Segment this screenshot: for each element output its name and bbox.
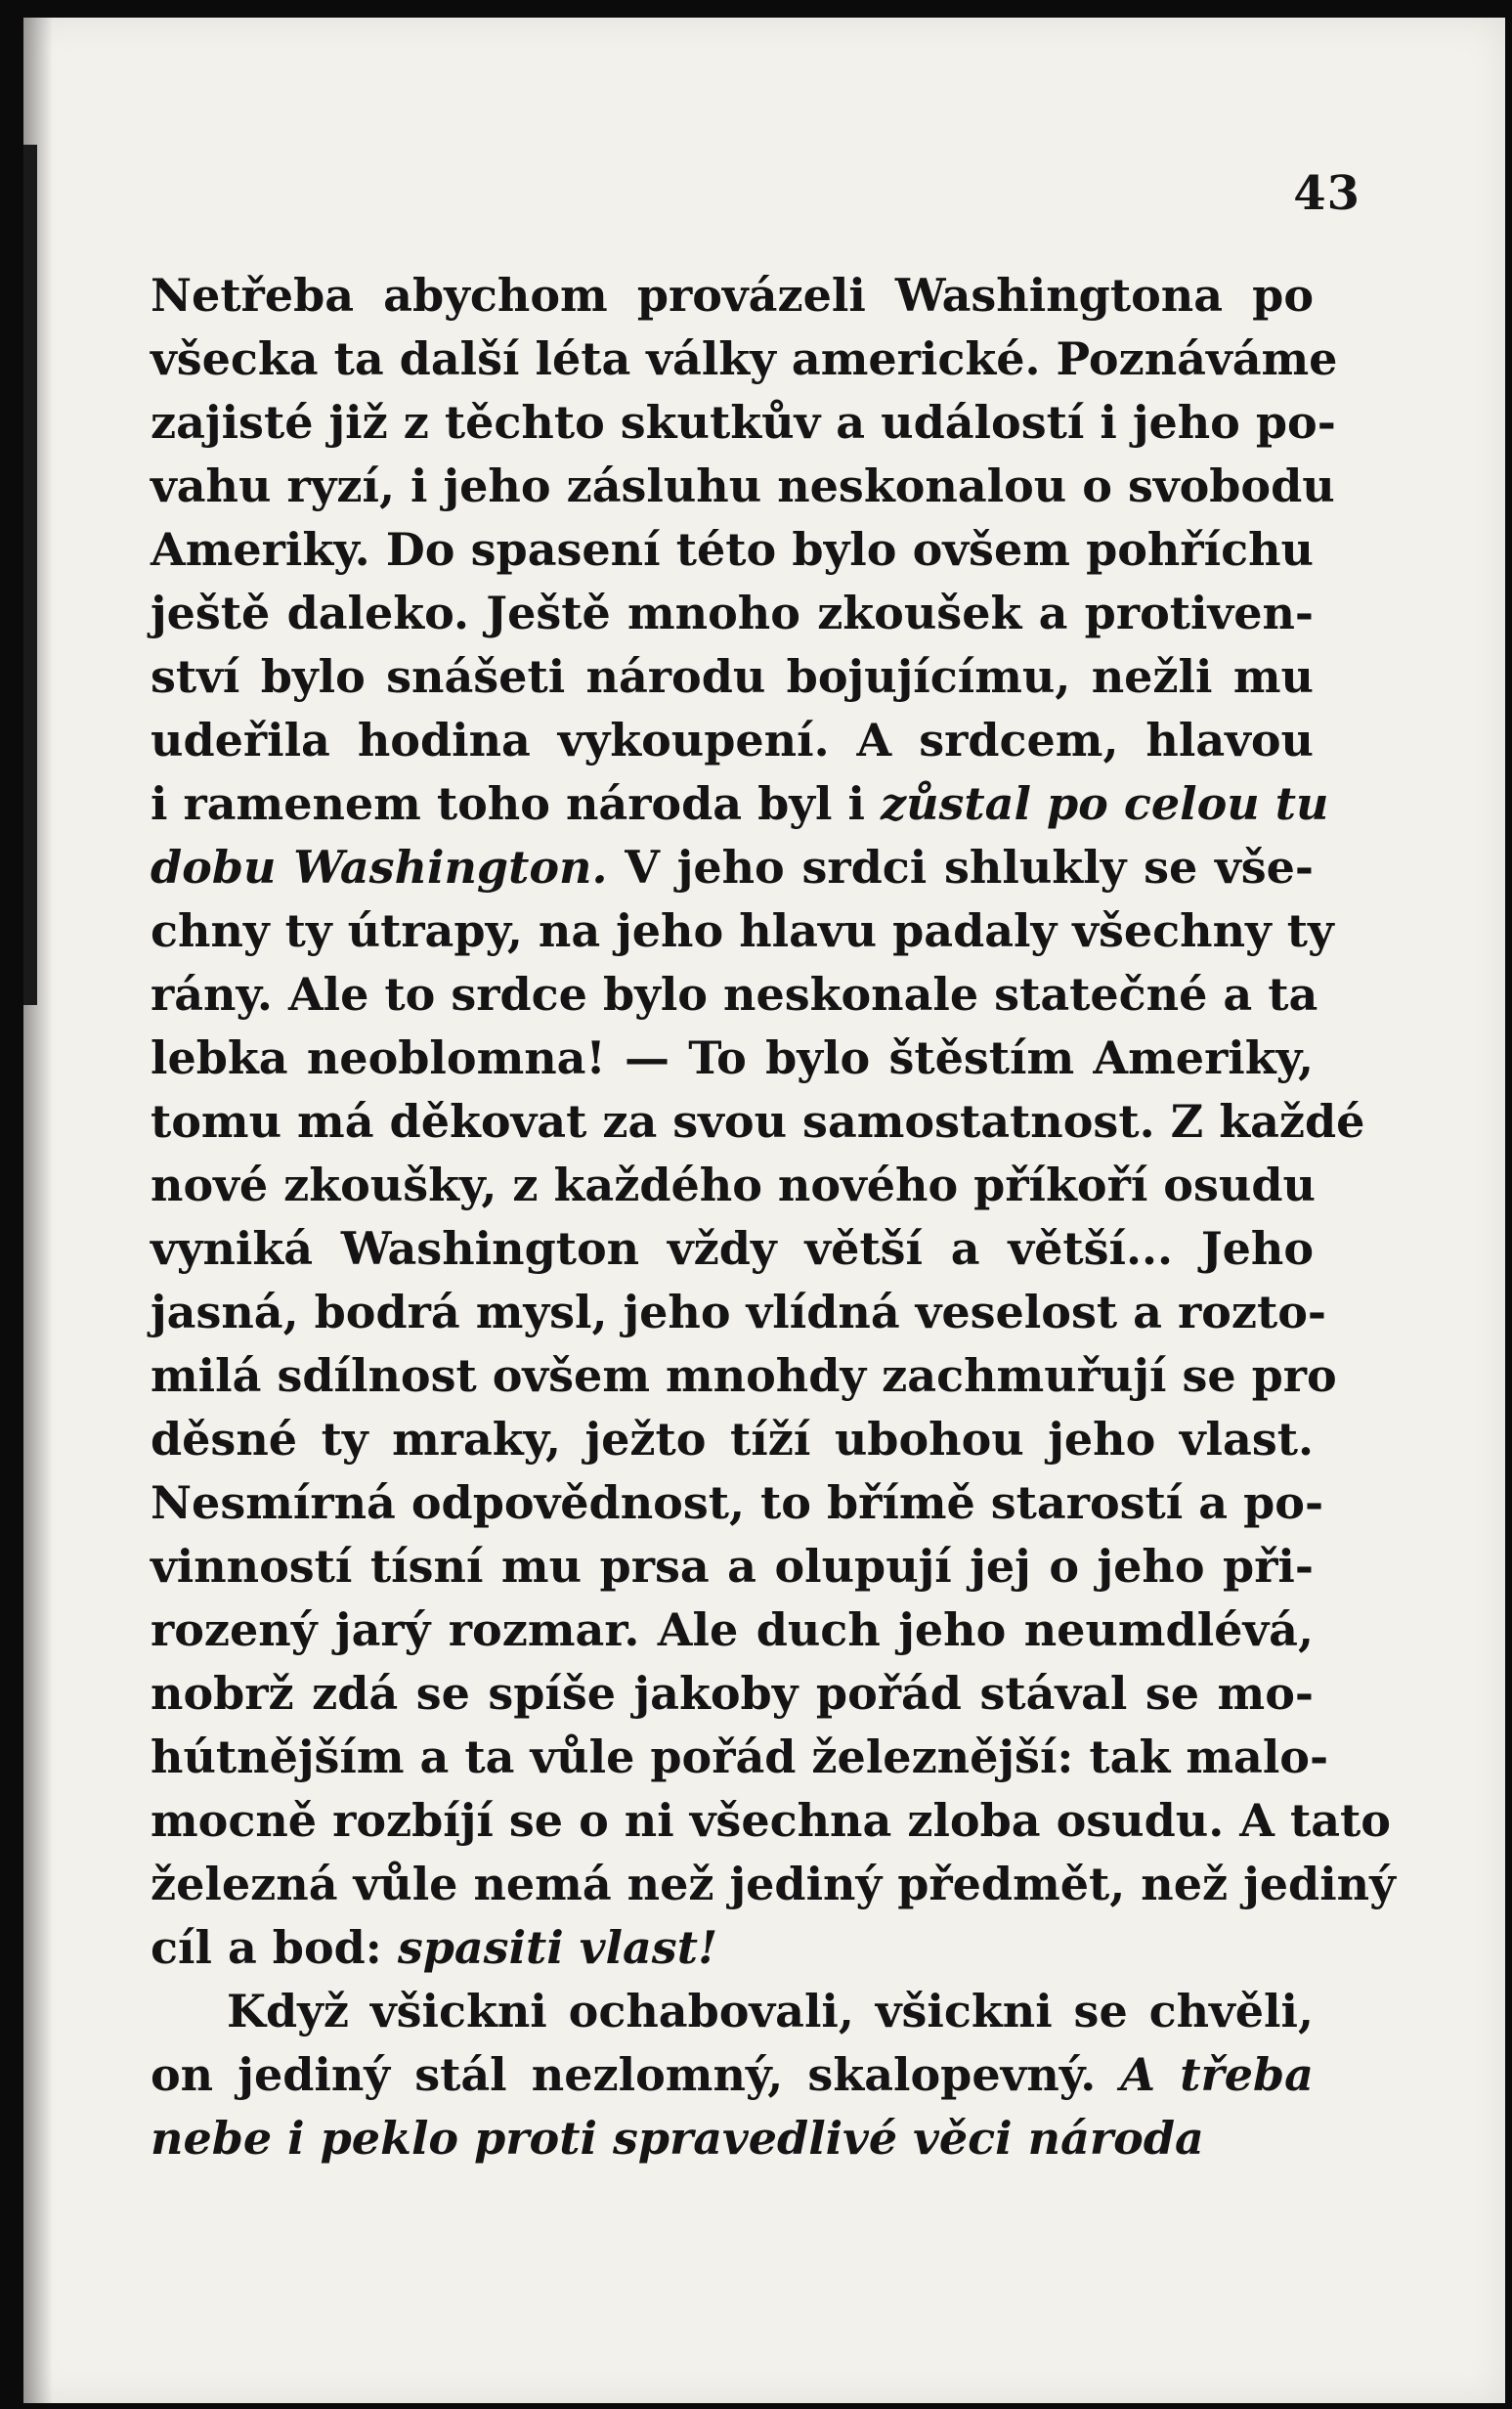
text-line <box>151 1853 1396 1916</box>
text-segment: mocně rozbíjí se o ni všechna zloba osudu. A tato <box>151 1794 1391 1847</box>
text-segment: rány. Ale to srdce bylo neskonale statečné a ta <box>151 968 1318 1021</box>
text-line <box>151 1471 1324 1535</box>
text-line <box>151 899 1334 963</box>
text-line <box>151 1344 1337 1408</box>
text-line <box>151 1217 1314 1281</box>
text-line <box>151 772 1329 836</box>
italic-text: zůstal po celou tu <box>880 777 1329 830</box>
text-segment: jasná, bodrá mysl, jeho vlídná veselost a rozto- <box>151 1286 1327 1338</box>
text-line <box>151 518 1314 582</box>
text-segment: Nesmírná odpovědnost, to břímě starostí a po- <box>151 1476 1324 1529</box>
text-segment: zajisté již z těchto skutkův a událostí i jeho po- <box>151 396 1336 449</box>
text-line <box>151 1789 1391 1853</box>
text-segment: Netřeba abychom provázeli Washingtona po <box>151 269 1314 322</box>
italic-text: dobu Washington. <box>151 841 608 894</box>
text-line <box>151 455 1335 518</box>
text-line <box>151 1662 1314 1726</box>
text-line <box>151 1408 1314 1471</box>
body-text <box>151 264 1396 2170</box>
text-line <box>151 1281 1327 1344</box>
text-line <box>151 264 1314 328</box>
text-segment: on jediný stál nezlomný, skalopevný. <box>151 2048 1121 2101</box>
text-line <box>151 582 1314 645</box>
text-line <box>151 1980 1314 2043</box>
text-segment: vahu ryzí, i jeho zásluhu neskonalou o svobodu <box>151 460 1335 512</box>
text-line <box>151 1535 1314 1599</box>
text-line <box>151 1599 1314 1662</box>
text-segment: nobrž zdá se spíše jakoby pořád stával se mo- <box>151 1667 1314 1720</box>
binding-edge <box>23 145 37 1005</box>
text-segment: Ameriky. Do spasení této bylo ovšem pohříchu <box>151 523 1314 576</box>
text-segment: i ramenem toho národa byl i <box>151 777 881 830</box>
text-segment: tomu má děkovat za svou samostatnost. Z každé <box>151 1095 1365 1148</box>
text-segment: vyniká Washington vždy větší a větší... Jeho <box>151 1222 1314 1275</box>
italic-text: spasiti vlast! <box>397 1921 718 1974</box>
text-segment: ještě daleko. Ještě mnoho zkoušek a protiven- <box>151 587 1314 639</box>
text-segment: nové zkoušky, z každého nového příkoří osudu <box>151 1159 1316 1211</box>
text-line <box>151 1027 1314 1090</box>
text-segment: ství bylo snášeti národu bojujícímu, nežli mu <box>151 650 1314 703</box>
text-line <box>151 328 1338 391</box>
italic-text: A třeba <box>1120 2048 1314 2101</box>
text-line <box>151 2107 1314 2170</box>
text-line <box>151 836 1314 899</box>
text-line <box>151 1916 1314 1980</box>
text-segment: udeřila hodina vykoupení. A srdcem, hlavou <box>151 714 1314 766</box>
text-segment: železná vůle nemá než jediný předmět, než jediný <box>151 1858 1396 1910</box>
text-segment: V jeho srdci shlukly se vše- <box>607 841 1314 894</box>
italic-text: nebe i peklo proti spravedlivé věci národa <box>151 2112 1204 2165</box>
text-segment: chny ty útrapy, na jeho hlavu padaly všechny ty <box>151 904 1334 957</box>
text-line <box>151 709 1314 772</box>
text-line <box>151 963 1318 1027</box>
text-segment: hútnějším a ta vůle pořád železnější: tak malo- <box>151 1730 1329 1783</box>
text-line <box>151 1154 1314 1217</box>
text-line <box>151 645 1314 709</box>
page-number: 43 <box>1293 166 1361 221</box>
text-segment: lebka neoblomna! — To bylo štěstím Ameriky, <box>151 1031 1314 1084</box>
text-segment: cíl a bod: <box>151 1921 398 1974</box>
text-segment: všecka ta další léta války americké. Poznáváme <box>151 332 1338 385</box>
text-segment: rozený jarý rozmar. Ale duch jeho neumdlévá, <box>151 1603 1314 1656</box>
book-page <box>23 18 1505 2403</box>
text-segment: milá sdílnost ovšem mnohdy zachmuřují se pro <box>151 1349 1337 1402</box>
text-segment: Když všickni ochabovali, všickni se chvěli, <box>227 1985 1314 2037</box>
text-line <box>151 391 1336 455</box>
text-line <box>151 1090 1365 1154</box>
text-line <box>151 2043 1314 2107</box>
text-segment: děsné ty mraky, ježto tíží ubohou jeho vlast. <box>151 1413 1314 1466</box>
text-line <box>151 1726 1329 1789</box>
text-segment: vinností tísní mu prsa a olupují jej o jeho při- <box>151 1540 1314 1593</box>
